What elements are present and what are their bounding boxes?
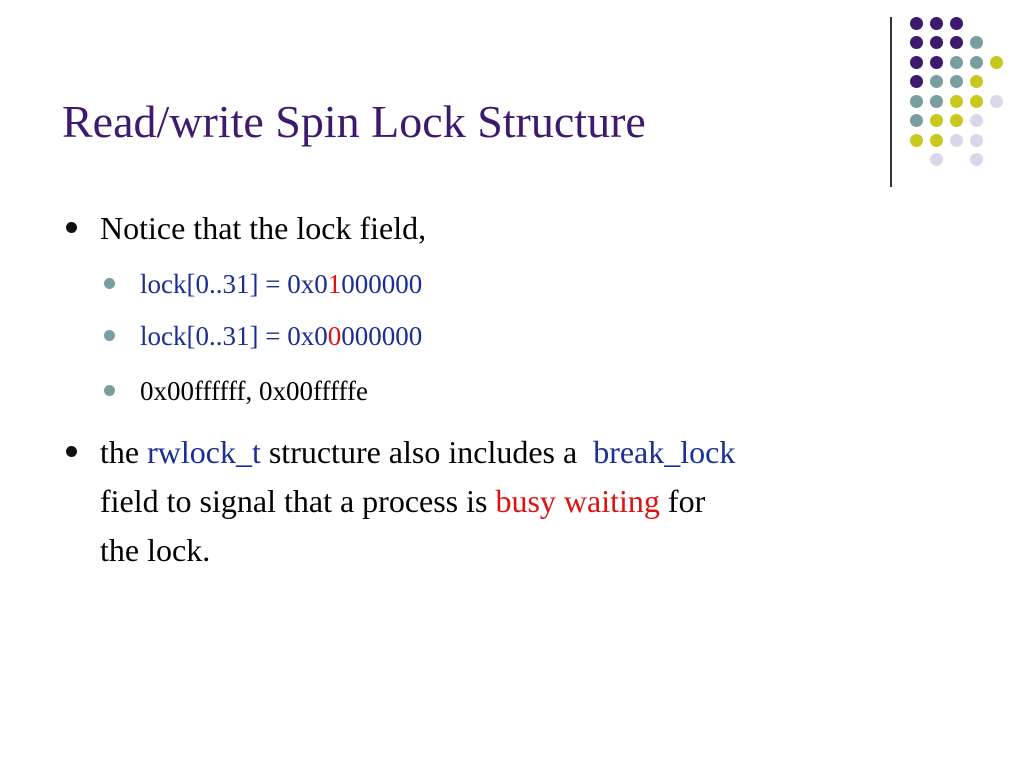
dot [910,75,923,88]
dot [950,17,963,30]
dot [950,114,963,127]
dot [930,75,943,88]
dot [950,75,963,88]
bullet-text: for [659,483,706,519]
highlight-digit: 1 [327,269,342,299]
dot [910,17,923,30]
bullet-item-continuation [100,476,705,526]
dot [970,56,983,69]
dot [930,95,943,108]
bullet-item [100,427,735,477]
dot [910,36,923,49]
dot [910,134,923,147]
dot [930,114,943,127]
dot [970,153,983,166]
dot [950,56,963,69]
dot [970,75,983,88]
dot [910,56,923,69]
dot [930,56,943,69]
dot [930,36,943,49]
dot [970,114,983,127]
bullet-text: the [100,434,148,470]
code-term-break-lock: break_lock [593,434,736,470]
bullet-item-continuation [100,525,210,575]
code-text: 000000 [341,269,423,299]
vertical-divider [890,17,892,187]
dot [910,95,923,108]
code-text: 000000 [341,321,423,351]
hex-values-text: 0x00ffffff, 0x00fffffe [140,376,368,406]
sub-bullet-dot [104,330,115,341]
dot [990,56,1003,69]
dot [950,134,963,147]
dot [970,134,983,147]
bullet-item [100,203,426,253]
dot [950,36,963,49]
bullet-text: field to signal that a process is [100,483,496,519]
dot [930,134,943,147]
bullet-dot [66,446,77,457]
sub-bullet-dot [104,278,115,289]
dot [970,36,983,49]
bullet-text: the lock. [100,532,211,568]
dot [930,153,943,166]
emphasis-busy-waiting: busy waiting [495,483,660,519]
dot [930,17,943,30]
dot [910,114,923,127]
sub-bullet-dot [104,385,115,396]
bullet-text: structure also includes a [260,434,594,470]
dot [970,95,983,108]
dot [950,95,963,108]
bullet-text: Notice that the lock field, [100,210,427,246]
code-text: lock[0..31] = 0x0 [140,321,328,351]
slide-title: Read/write Spin Lock Structure [62,96,646,147]
dot [990,95,1003,108]
sub-bullet-item [140,264,422,304]
code-text: lock[0..31] = 0x0 [140,269,328,299]
code-term-rwlock: rwlock_t [147,434,261,470]
sub-bullet-item [140,371,368,411]
sub-bullet-item [140,316,422,356]
bullet-dot [66,222,77,233]
highlight-digit: 0 [327,321,342,351]
